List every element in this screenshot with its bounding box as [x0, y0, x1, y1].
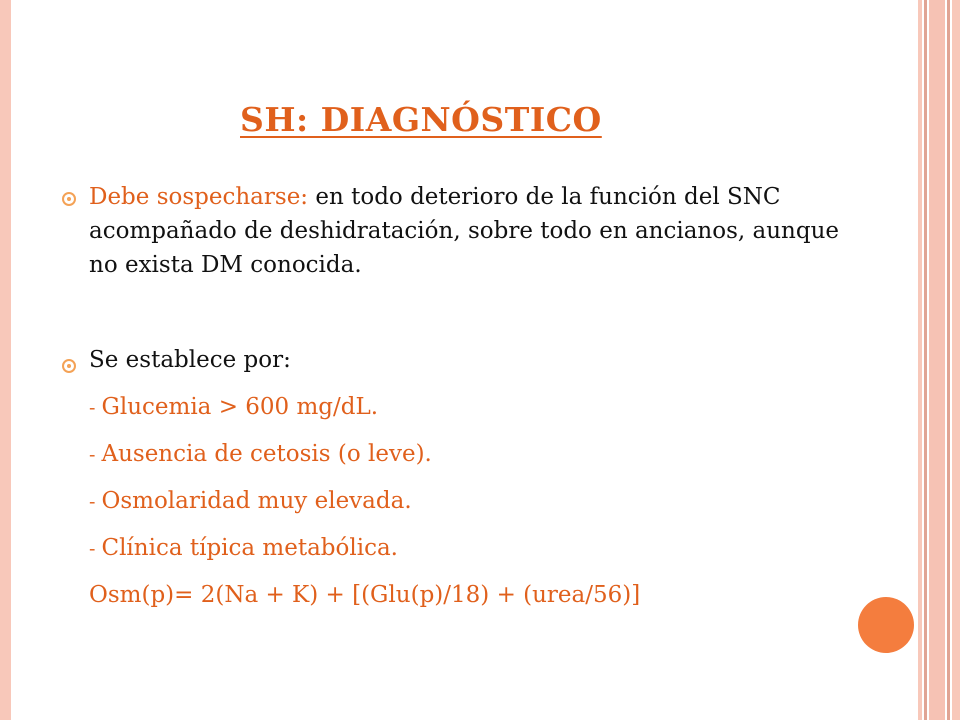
osmolarity-formula: Osm(p)= 2(Na + K) + [(Glu(p)/18) + (urea/56)] [89, 582, 641, 608]
left-border-decoration [0, 0, 11, 720]
list-item-text: Glucemia > 600 mg/dL. [101, 394, 379, 420]
bullet-icon [62, 359, 76, 373]
right-stripe-decoration [947, 0, 950, 720]
bullet-paragraph-2: Se establece por: [89, 347, 291, 373]
bullet-body-text: en todo deterioro de la función del SNC acompañado de deshidratación, sobre todo en ancianos, aunque no exista DM conocida. [89, 184, 839, 278]
list-item [89, 488, 412, 514]
list-dash: - [89, 444, 102, 466]
slide-title: SH: DIAGNÓSTICO [240, 100, 602, 139]
right-stripe-decoration [929, 0, 945, 720]
right-stripe-decoration [924, 0, 927, 720]
bullet-icon [62, 192, 76, 206]
right-stripe-decoration [918, 0, 922, 720]
orange-circle-decoration [858, 597, 914, 653]
list-item-text: Ausencia de cetosis (o leve). [101, 441, 432, 467]
list-item-text: Osmolaridad muy elevada. [101, 488, 412, 514]
list-item-text: Clínica típica metabólica. [101, 535, 398, 561]
bullet-lead-text: Debe sospecharse: [89, 184, 309, 210]
list-item [89, 535, 398, 561]
list-dash: - [89, 538, 102, 560]
list-item [89, 394, 378, 420]
list-dash: - [89, 397, 102, 419]
right-stripe-decoration [952, 0, 960, 720]
bullet-paragraph-1 [89, 180, 849, 282]
list-item [89, 441, 432, 467]
list-dash: - [89, 491, 102, 513]
